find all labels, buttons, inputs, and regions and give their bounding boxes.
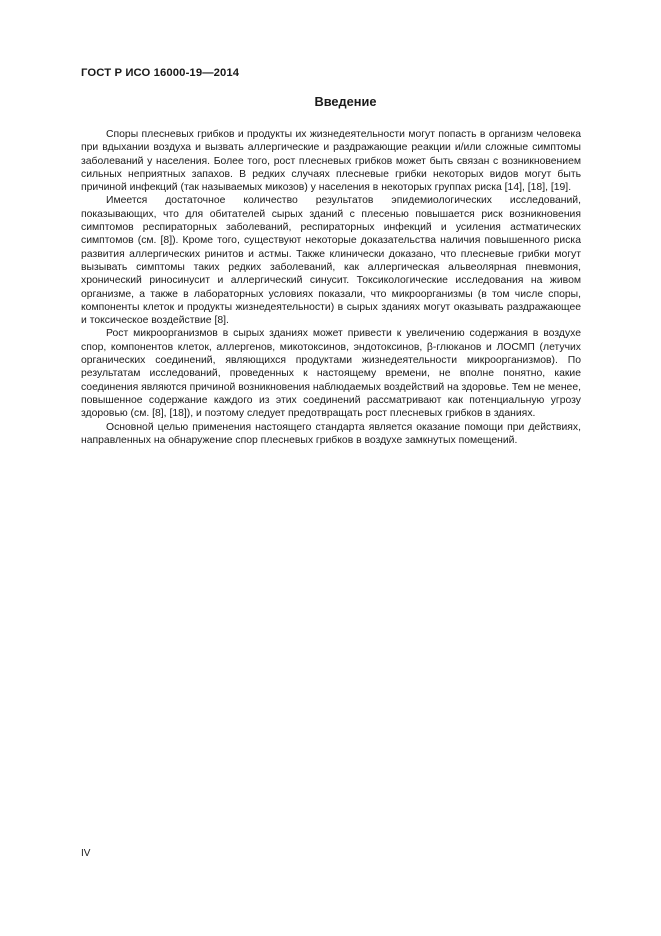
paragraph: Рост микроорганизмов в сырых зданиях может привести к увеличению содержания в воздухе спор, компонентов клеток, аллергенов, микотоксинов, эндотоксинов, β-глюканов и ЛОСМП (летучих органических соединений, являющихся продуктами жизнедеятельности микроорганизмов). По результатам исследований, проведенных к настоящему времени, не вполне понятно, какие соединения являются причиной возникновения наблюдаемых воздействий на здоровье. Тем не менее, повышенное содержание каждого из этих соединений рассматривают как потенциальную угрозу здоровью (см. [8], [18]), и поэтому следует предотвращать рост плесневых грибков в зданиях. — [81, 328, 581, 420]
section-title-text: Введение — [314, 94, 377, 109]
paragraph: Основной целью применения настоящего стандарта является оказание помощи при действиях, направленных на обнаружение спор плесневых грибков в воздухе замкнутых помещений. — [81, 421, 581, 446]
paragraph: Споры плесневых грибков и продукты их жизнедеятельности могут попасть в организм человека при вдыхании воздуха и вызвать аллергические и раздражающие реакции и/или сложные симптомы заболеваний у населения. Более того, рост плесневых грибков может быть связан с возникновением сильных неприятных запахов. В редких случаях плесневые грибки некоторых видов могут быть причиной инфекций (так называемых микозов) у населения в некоторых группах риска [14], [18], [19]. — [81, 129, 581, 194]
section-title — [0, 94, 661, 109]
paragraph: Имеется достаточное количество результатов эпидемиологических исследований, показывающих, что для обитателей сырых зданий с плесенью повышается риск возникновения симптомов респираторных заболеваний, респираторных инфекций и усиления астматических симптомов (см. [8]). Кроме того, существуют некоторые доказательства наличия повышенного риска развития аллергических ринитов и астмы. Также клинически доказано, что плесневые грибки могут вызывать симптомы таких редких заболеваний, как аллергическая альвеолярная пневмония, хронический риносинусит и аллергический синусит. Токсикологические исследования на живом организме, а также в лабораторных условиях показали, что микроорганизмы (в том числе споры, компоненты клеток и продукты жизнедеятельности) в сырых зданиях могут оказывать раздражающее и токсическое воздействие [8]. — [81, 195, 581, 327]
document-header: ГОСТ Р ИСО 16000-19—2014 — [81, 67, 240, 79]
page-number: IV — [81, 848, 91, 859]
body-text — [81, 128, 581, 447]
